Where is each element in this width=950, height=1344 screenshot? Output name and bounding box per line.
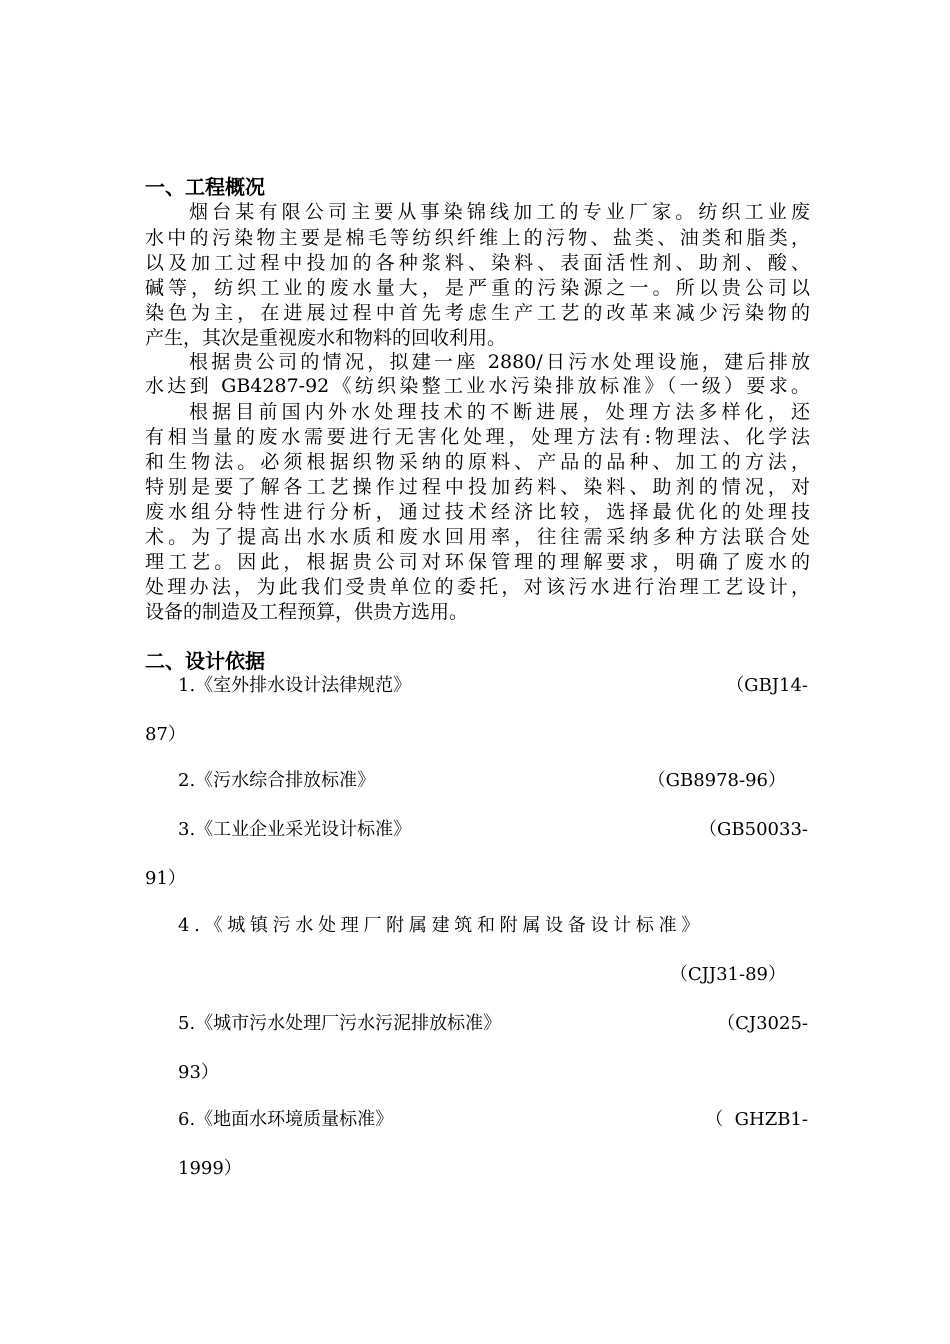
paragraph-line: 产生，其次是重视废水和物料的回收利用。 [145,327,507,349]
paragraph-line: 设备的制造及工程预算，供贵方选用。 [145,601,469,623]
reference-title: 1.《室外排水设计法律规范》 [178,675,412,696]
reference-title: 2.《污水综合排放标准》 [178,770,376,791]
paragraph-line: 有相当量的废水需要进行无害化处理，处理方法有:物理法、化学法 [145,426,810,448]
reference-title: 3.《工业企业采光设计标准》 [178,819,412,840]
reference-title: 4.《城镇污水处理厂附属建筑和附属设备设计标准》 [178,915,704,936]
reference-code: （GB50033- [699,819,808,840]
paragraph-line: 水中的污染物主要是棉毛等纺织纤维上的污物、盐类、油类和脂类， [145,227,810,249]
paragraph-line: 以及加工过程中投加的各种浆料、染料、表面活性剂、助剂、酸、 [145,252,810,274]
paragraph-line: 根据贵公司的情况，拟建一座 2880/日污水处理设施，建后排放 [189,351,810,373]
paragraph-line: 处理办法，为此我们受贵单位的委托，对该污水进行治理工艺设计， [145,576,810,598]
paragraph-line: 废水组分特性进行分析，通过技术经济比较，选择最优化的处理技 [145,501,810,523]
paragraph-line: 染色为主，在进展过程中首先考虑生产工艺的改革来减少污染物的 [145,302,810,324]
reference-code-continuation: 1999） [178,1158,242,1179]
reference-code-continuation: 93） [178,1062,219,1083]
reference-code: （CJJ31-89） [669,964,786,985]
paragraph-line: 碱等，纺织工业的废水量大，是严重的污染源之一。所以贵公司以 [145,277,810,299]
paragraph-line: 理工艺。因此，根据贵公司对环保管理的理解要求，明确了废水的 [145,551,810,573]
reference-title: 6.《地面水环境质量标准》 [178,1109,394,1130]
paragraph-line: 根据目前国内外水处理技术的不断进展，处理方法多样化，还 [189,401,810,423]
reference-code-continuation: 87） [145,724,186,745]
reference-code: （GBJ14- [726,675,808,696]
section-2-heading: 二、设计依据 [145,649,265,673]
paragraph-line: 特别是要了解各工艺操作过程中投加药料、染料、助剂的情况，对 [145,476,810,498]
paragraph-line: 术。为了提高出水水质和废水回用率，往往需采纳多种方法联合处 [145,526,810,548]
reference-code: （ GHZB1- [705,1109,808,1130]
reference-title: 5.《城市污水处理厂污水污泥排放标准》 [178,1013,502,1034]
paragraph-line: 水达到 GB4287-92《纺织染整工业水污染排放标准》（一级）要求。 [145,375,810,397]
reference-code: （GB8978-96） [647,770,786,791]
reference-code-continuation: 91） [145,868,186,889]
reference-code: （CJ3025- [717,1013,808,1034]
paragraph-line: 烟台某有限公司主要从事染锦线加工的专业厂家。纺织工业废 [189,201,810,223]
section-1-heading: 一、工程概况 [145,175,265,199]
paragraph-line: 和生物法。必须根据织物采纳的原料、产品的品种、加工的方法， [145,451,810,473]
